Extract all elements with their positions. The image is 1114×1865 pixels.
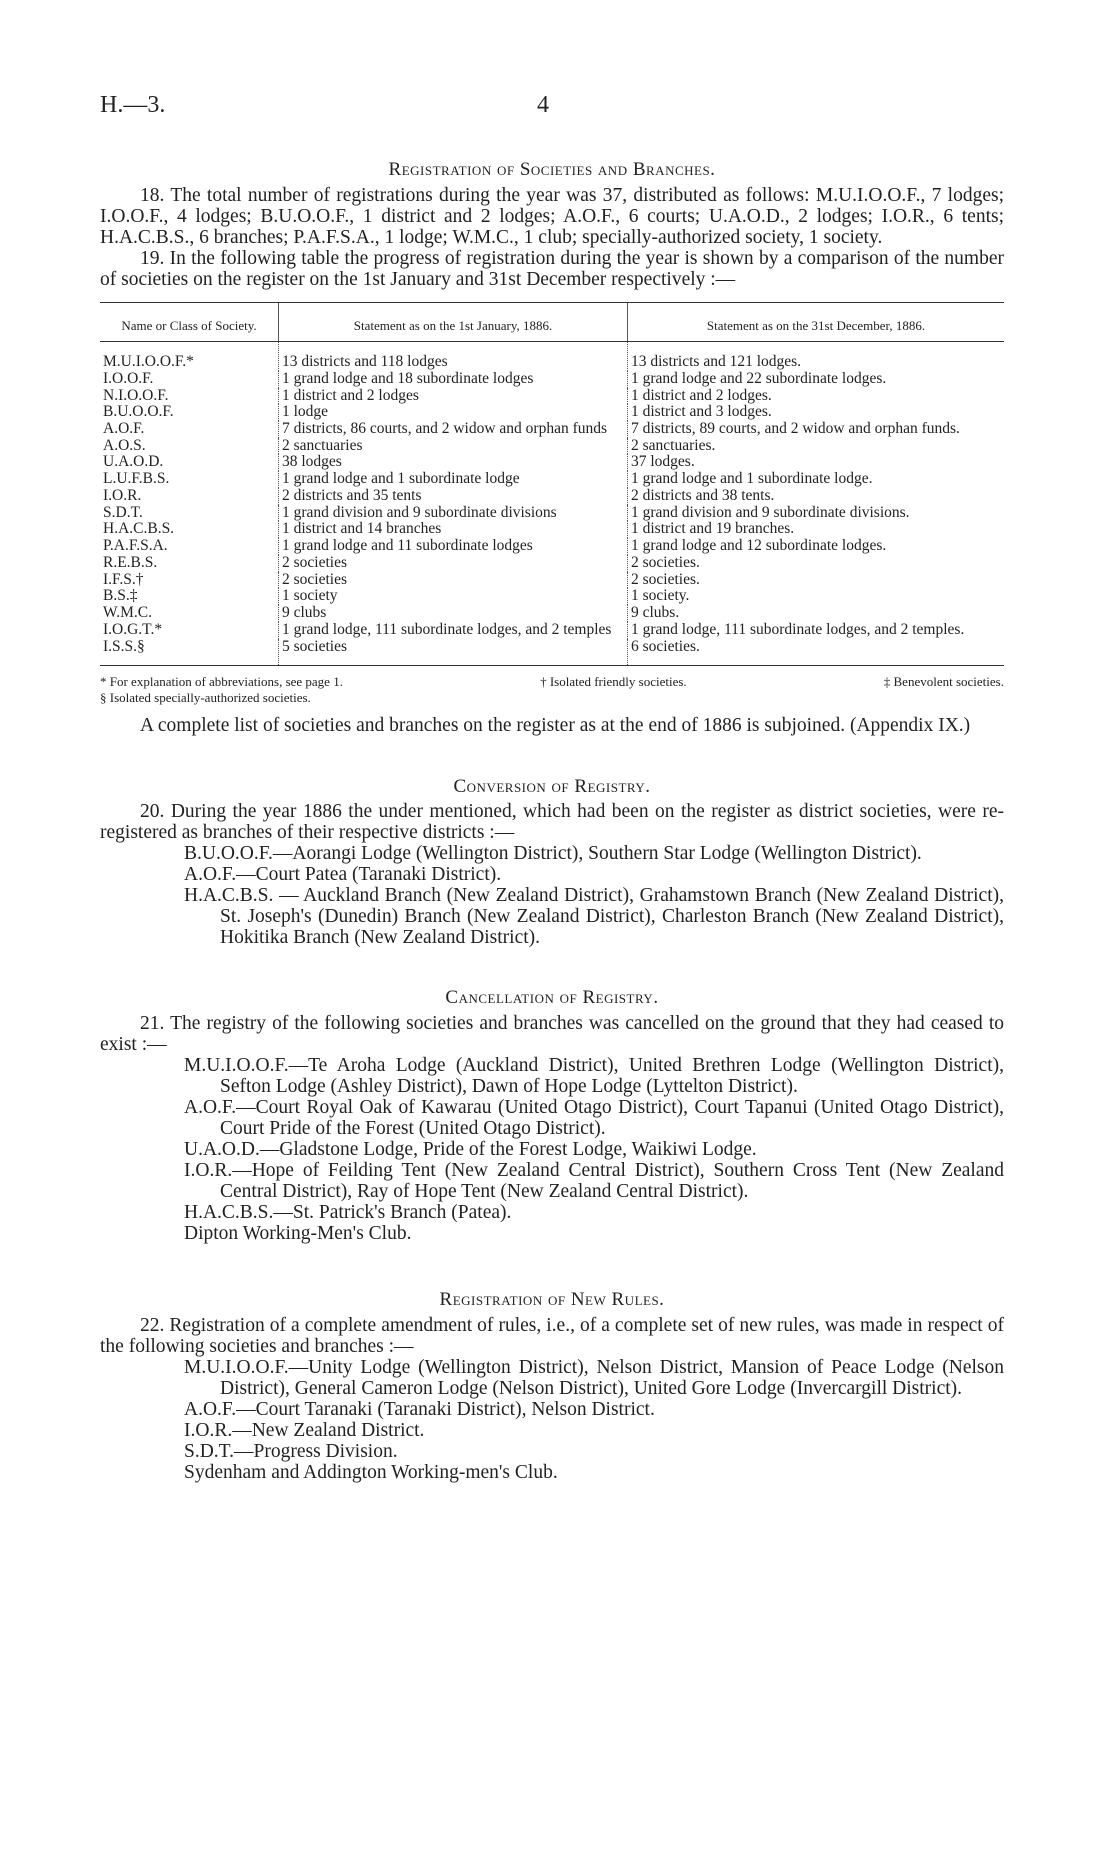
section-title-conversion: Conversion of Registry. [453, 775, 651, 797]
january-statement-cell: 1 grand lodge, 111 subordinate lodges, and 2 temples [279, 622, 628, 639]
january-statement-cell: 1 district and 2 lodges [279, 388, 628, 405]
column-header-december: Statement as on the 31st December, 1886. [628, 302, 1005, 341]
january-statement-cell: 1 grand lodge and 11 subordinate lodges [279, 538, 628, 555]
december-statement-cell: 1 grand lodge and 12 subordinate lodges. [628, 538, 1005, 555]
table-row [100, 404, 1004, 421]
december-statement-cell: 13 districts and 121 lodges. [628, 342, 1005, 371]
section-title-new-rules: Registration of New Rules. [439, 1289, 665, 1311]
table-row [100, 471, 1004, 488]
table-row [100, 342, 1004, 371]
society-name-cell: A.O.F. [103, 419, 145, 437]
january-statement-cell: 5 societies [279, 639, 628, 666]
society-name-cell: R.E.B.S. [103, 553, 158, 571]
footnote-benevolent: ‡ Benevolent societies. [883, 674, 1004, 690]
december-statement-cell: 1 grand lodge and 1 subordinate lodge. [628, 471, 1005, 488]
cancellation-item: U.A.O.D.—Gladstone Lodge, Pride of the Forest Lodge, Waikiwi Lodge. [184, 1139, 757, 1161]
footnote-isolated-friendly: † Isolated friendly societies. [540, 674, 687, 690]
society-name-cell: N.I.O.O.F. [103, 386, 169, 404]
january-statement-cell: 2 societies [279, 572, 628, 589]
table-row [100, 421, 1004, 438]
new-rules-item: A.O.F.—Court Taranaki (Taranaki District), Nelson District. [184, 1399, 655, 1421]
table-row [100, 488, 1004, 505]
table-row [100, 572, 1004, 589]
december-statement-cell: 1 district and 3 lodges. [628, 404, 1005, 421]
cancellation-item: Dipton Working-Men's Club. [184, 1223, 412, 1245]
january-statement-cell: 1 grand lodge and 1 subordinate lodge [279, 471, 628, 488]
society-name-cell: I.O.O.F. [103, 369, 154, 387]
january-statement-cell: 7 districts, 86 courts, and 2 widow and orphan funds [279, 421, 628, 438]
december-statement-cell: 1 grand lodge, 111 subordinate lodges, and 2 temples. [628, 622, 1005, 639]
january-statement-cell: 2 societies [279, 555, 628, 572]
society-name-cell: I.O.R. [103, 486, 142, 504]
society-name-cell: S.D.T. [103, 503, 143, 521]
new-rules-item: I.O.R.—New Zealand District. [184, 1420, 425, 1442]
table-footnotes [100, 674, 1004, 690]
january-statement-cell: 2 sanctuaries [279, 438, 628, 455]
table-row [100, 371, 1004, 388]
cancellation-item: M.U.I.O.O.F.—Te Aroha Lodge (Auckland District), United Brethren Lodge (Wellington District), Sefton Lodge (Ashley District), Dawn of Hope Lodge (Lyttelton District). [184, 1054, 1004, 1097]
table-row [100, 438, 1004, 455]
page-content [100, 160, 1004, 1483]
society-name-cell: B.S.‡ [103, 587, 138, 605]
table-row [100, 505, 1004, 522]
january-statement-cell: 1 grand lodge and 18 subordinate lodges [279, 371, 628, 388]
december-statement-cell: 1 district and 2 lodges. [628, 388, 1005, 405]
new-rules-list [100, 1357, 1004, 1483]
table-row [100, 605, 1004, 622]
document-reference: H.—3. [100, 92, 166, 118]
january-statement-cell: 1 lodge [279, 404, 628, 421]
cancellation-list [100, 1055, 1004, 1244]
january-statement-cell: 1 district and 14 branches [279, 521, 628, 538]
cancellation-item: A.O.F.—Court Royal Oak of Kawarau (United Otago District), Court Tapanui (United Otago District), Court Pride of the Forest (United Otago District). [184, 1097, 1004, 1140]
table-row [100, 639, 1004, 666]
table-row [100, 622, 1004, 639]
section-title-registration: Registration of Societies and Branches. [388, 159, 716, 180]
table-row [100, 538, 1004, 555]
section-title-cancellation: Cancellation of Registry. [445, 987, 659, 1009]
table-body [100, 342, 1004, 666]
table-row [100, 555, 1004, 572]
january-statement-cell: 9 clubs [279, 605, 628, 622]
table-row [100, 588, 1004, 605]
table-row [100, 521, 1004, 538]
conversion-item: B.U.O.O.F.—Aorangi Lodge (Wellington District), Southern Star Lodge (Wellington District). [184, 843, 922, 865]
footnote-abbreviations: * For explanation of abbreviations, see page 1. [100, 674, 343, 690]
new-rules-item: S.D.T.—Progress Division. [184, 1441, 398, 1463]
conversion-list [100, 843, 1004, 948]
new-rules-item: Sydenham and Addington Working-men's Club. [184, 1462, 558, 1484]
cancellation-item: I.O.R.—Hope of Feilding Tent (New Zealand Central District), Southern Cross Tent (New Zealand Central District), Ray of Hope Tent (New Zealand Central District). [184, 1160, 1004, 1203]
january-statement-cell: 1 society [279, 588, 628, 605]
december-statement-cell: 6 societies. [628, 639, 1005, 666]
column-header-january: Statement as on the 1st January, 1886. [279, 302, 628, 341]
paragraph-20: 20. During the year 1886 the under mentioned, which had been on the register as district societies, were re-registered as branches of their respective districts :— [100, 801, 1004, 844]
society-name-cell: I.F.S.† [103, 570, 144, 588]
society-name-cell: P.A.F.S.A. [103, 537, 168, 555]
society-name-cell: U.A.O.D. [103, 453, 164, 471]
december-statement-cell: 9 clubs. [628, 605, 1005, 622]
january-statement-cell: 38 lodges [279, 454, 628, 471]
december-statement-cell: 1 district and 19 branches. [628, 521, 1005, 538]
society-name-cell: M.U.I.O.O.F.* [103, 353, 194, 371]
december-statement-cell: 2 societies. [628, 555, 1005, 572]
december-statement-cell: 1 society. [628, 588, 1005, 605]
december-statement-cell: 2 sanctuaries. [628, 438, 1005, 455]
appendix-note: A complete list of societies and branches on the register as at the end of 1886 is subjoined. (Appendix IX.) [140, 715, 971, 737]
conversion-item: H.A.C.B.S. — Auckland Branch (New Zealand District), Grahamstown Branch (New Zealand District), St. Joseph's (Dunedin) Branch (New Zealand District), Charleston Branch (New Zealand District), Hokitika Branch (New Zealand District). [184, 885, 1004, 949]
society-name-cell: W.M.C. [103, 604, 152, 622]
december-statement-cell: 2 districts and 38 tents. [628, 488, 1005, 505]
december-statement-cell: 1 grand lodge and 22 subordinate lodges. [628, 371, 1005, 388]
conversion-item: A.O.F.—Court Patea (Taranaki District). [184, 864, 502, 886]
table-row [100, 388, 1004, 405]
society-name-cell: H.A.C.B.S. [103, 520, 175, 538]
footnote-specially-authorized: § Isolated specially-authorized societies. [100, 689, 311, 705]
paragraph-21: 21. The registry of the following societies and branches was cancelled on the ground that they had ceased to exist :— [100, 1012, 1004, 1055]
january-statement-cell: 2 districts and 35 tents [279, 488, 628, 505]
registration-table [100, 302, 1004, 667]
january-statement-cell: 1 grand division and 9 subordinate divisions [279, 505, 628, 522]
december-statement-cell: 1 grand division and 9 subordinate divisions. [628, 505, 1005, 522]
society-name-cell: B.U.O.O.F. [103, 403, 174, 421]
society-name-cell: A.O.S. [103, 436, 146, 454]
cancellation-item: H.A.C.B.S.—St. Patrick's Branch (Patea). [184, 1202, 512, 1224]
january-statement-cell: 13 districts and 118 lodges [279, 342, 628, 371]
december-statement-cell: 7 districts, 89 courts, and 2 widow and orphan funds. [628, 421, 1005, 438]
paragraph-19: 19. In the following table the progress of registration during the year is shown by a comparison of the number of societies on the register on the 1st January and 31st December respectively :— [100, 247, 1004, 290]
society-name-cell: L.U.F.B.S. [103, 470, 170, 488]
table-row [100, 454, 1004, 471]
column-header-society: Name or Class of Society. [100, 302, 279, 341]
new-rules-item: M.U.I.O.O.F.—Unity Lodge (Wellington District), Nelson District, Mansion of Peace Lodge (Nelson District), General Cameron Lodge (Nelson District), United Gore Lodge (Invercargill District). [184, 1356, 1004, 1400]
paragraph-22: 22. Registration of a complete amendment of rules, i.e., of a complete set of new rules, was made in respect of the following societies and branches :— [100, 1314, 1004, 1357]
december-statement-cell: 37 lodges. [628, 454, 1005, 471]
paragraph-18: 18. The total number of registrations during the year was 37, distributed as follows: M.U.I.O.O.F., 7 lodges; I.O.O.F., 4 lodges; B.U.O.O.F., 1 district and 2 lodges; A.O.F., 6 courts; U.A.O.D., 2 lodges; I.O.R., 6 tents; H.A.C.B.S., 6 branches; P.A.F.S.A., 1 lodge; W.M.C., 1 club; specially-authorized society, 1 society. [100, 184, 1004, 248]
page-number: 4 [537, 92, 549, 118]
december-statement-cell: 2 societies. [628, 572, 1005, 589]
society-name-cell: I.O.G.T.* [103, 620, 163, 638]
society-name-cell: I.S.S.§ [103, 637, 145, 655]
